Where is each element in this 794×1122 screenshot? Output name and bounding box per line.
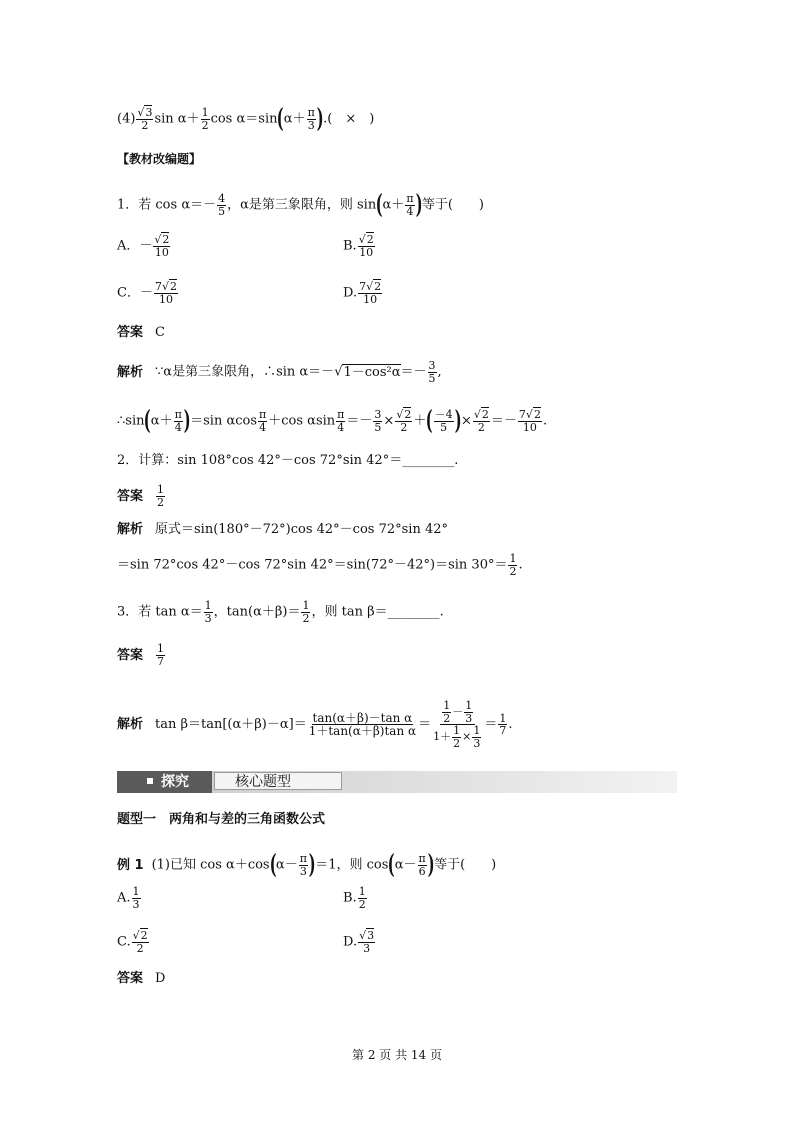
- square-bullet-icon: [147, 778, 153, 784]
- ex1-option-b: B. $\frac{1}{2}$: [343, 885, 366, 911]
- q2-analysis-line-1: 解析 原式＝sin(180°－72°)cos 42°－cos 72°sin 42°: [117, 522, 448, 537]
- ex1-option-c: C. $\frac{√2}{2}$: [117, 929, 148, 955]
- ex1-option-a: A. $\frac{1}{3}$: [117, 885, 140, 911]
- judgment-mark: .( × ): [323, 111, 375, 127]
- q1-option-a: A．－ $\frac{√2}{10}$: [117, 233, 170, 259]
- banner-explore: 探究: [117, 771, 212, 793]
- question-2-stem: 2．计算：sin 108°cos 42°－cos 72°sin 42°＝________.: [117, 453, 459, 468]
- q1-answer: 答案 C: [117, 325, 165, 340]
- section-banner: [117, 771, 677, 793]
- q1-option-d: D. $\frac{7√2}{10}$: [343, 280, 382, 306]
- q2-answer: 答案 $\frac{1}{2}$: [117, 483, 165, 509]
- q1-analysis-line-1: 解析 ∵α是第三象限角，∴sin α＝－√1－cos²α＝－ $\frac{3}{5}$ ,: [117, 359, 442, 385]
- question-3-stem: 3．若 tan α＝ $\frac{1}{3}$ ，tan(α＋β)＝ $\frac{1}{2}$ ，则 tan β＝________.: [117, 599, 444, 625]
- banner-core-types: 核心题型: [214, 772, 342, 790]
- ex1-answer: 答案 D: [117, 971, 166, 986]
- example-1-stem: 例 1 (1)已知 cos α＋cos(α－ $\frac{\pi}{3}$ )＝1，则 cos(α－ $\frac{\pi}{6}$ )等于( ): [117, 849, 497, 880]
- type-1-title: 题型一 两角和与差的三角函数公式: [117, 812, 326, 827]
- item-4: (4) $\frac{√3}{2}$ sin α＋ $\frac{1}{2}$ cos α＝sin(α＋ $\frac{\pi}{3}$ ).( × ): [117, 103, 375, 134]
- fraction: $\frac{√3}{2}$: [137, 106, 153, 132]
- page-footer: 第 2 页 共 14 页: [352, 1048, 442, 1062]
- question-1-stem: 1．若 cos α＝－ $\frac{4}{5}$ ，α是第三象限角，则 sin(α＋ $\frac{\pi}{4}$ )等于( ): [117, 189, 485, 220]
- q2-analysis-line-2: ＝sin 72°cos 42°－cos 72°sin 42°＝sin(72°－42°)＝sin 30°＝ $\frac{1}{2}$ .: [117, 552, 523, 578]
- q1-analysis-line-2: ∴sin(α＋ $\frac{\pi}{4}$ )＝sin αcos $\frac{\pi}{4}$ ＋cos αsin $\frac{\pi}{4}$ ＝－ $\frac{3}{5}$ × $\frac{√2}{2}$ ＋( $\frac{-4}{5}$ )× $\frac{√2}{2}$ ＝－ $\frac{7√2}{10}$ .: [117, 405, 548, 436]
- q1-option-c: C．－ $\frac{7√2}{10}$: [117, 280, 177, 306]
- section-textbook: 【教材改编题】: [117, 152, 202, 166]
- ex1-option-d: D. $\frac{√3}{3}$: [343, 929, 375, 955]
- q3-answer: 答案 $\frac{1}{7}$: [117, 642, 165, 668]
- q3-analysis: 解析 tan β＝tan[(α＋β)－α]＝ $\frac{\text{tan(α＋β)－tan α}}{\text{1＋tan(α＋β)tan α}}$ ＝ $\frac{1}{2}$ － $\frac{1}{3}$ 1＋ $\frac{1}{2}$ × $\frac{1}{3}$ ＝ $\frac{1}{7}$ .: [117, 699, 513, 750]
- q1-option-b: B. $\frac{√2}{10}$: [343, 233, 374, 259]
